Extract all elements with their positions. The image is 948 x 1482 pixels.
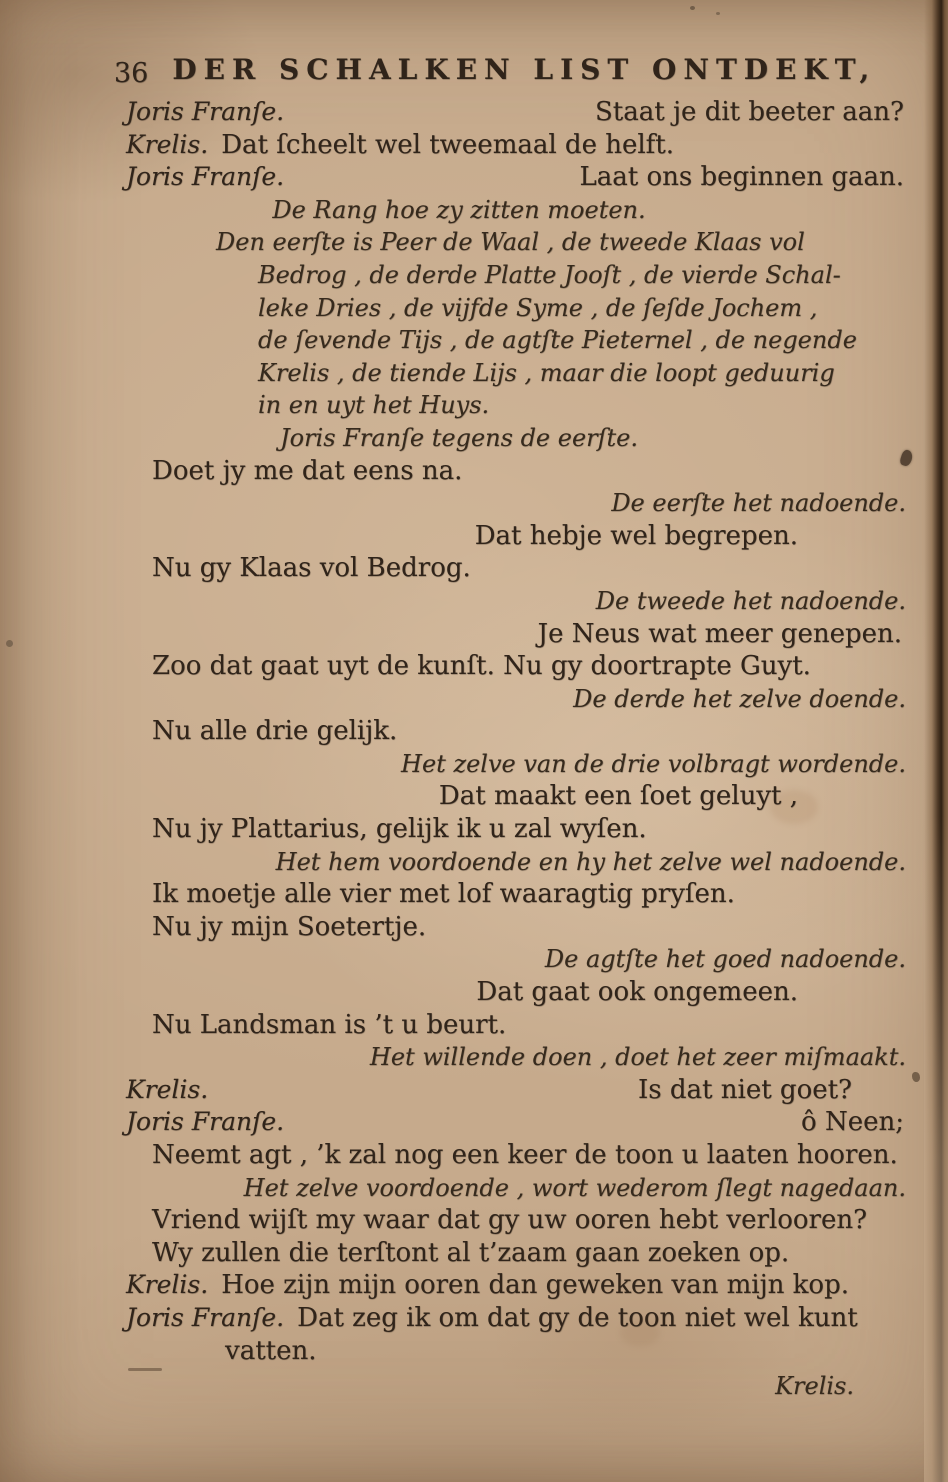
reply-text: Dat maakt een ſoet geluyt , bbox=[438, 781, 798, 812]
dialogue-line bbox=[0, 161, 948, 194]
dialogue-line bbox=[0, 552, 948, 585]
dialogue-line bbox=[0, 129, 948, 162]
dialogue-line bbox=[0, 1139, 948, 1172]
stage-direction bbox=[0, 226, 948, 259]
stage-direction-text: de ſevende Tijs , de agtſte Pieternel , de negende bbox=[258, 326, 857, 355]
dialogue-text: vatten. bbox=[225, 1335, 317, 1366]
dialogue-text: Neemt agt , ’k zal nog een keer de toon u laaten hooren. bbox=[152, 1140, 898, 1170]
page-content bbox=[0, 48, 948, 1403]
speaker-name: Joris Franſe. bbox=[126, 1107, 285, 1137]
stage-direction-text: De eerſte het nadoende. bbox=[611, 489, 906, 518]
dialogue-text: Doet jy me dat eens na. bbox=[152, 455, 463, 486]
dialogue-text: Dat ſcheelt wel tweemaal de helft. bbox=[221, 129, 675, 160]
dialogue-line bbox=[0, 878, 948, 911]
speaker-name: Joris Franſe. bbox=[126, 1302, 285, 1332]
speaker-name: Joris Franſe. bbox=[126, 162, 285, 192]
dialogue-line bbox=[0, 1106, 948, 1139]
dialogue-line bbox=[0, 1269, 948, 1302]
dialogue-text: Nu Landsman is ’t u beurt. bbox=[152, 1009, 507, 1040]
dialogue-text: Ik moetje alle vier met lof waaragtig pryſen. bbox=[152, 879, 735, 910]
dialogue-line bbox=[0, 1237, 948, 1270]
dialogue-line bbox=[0, 813, 948, 846]
dialogue-text: Nu gy Klaas vol Bedrog. bbox=[152, 553, 471, 584]
stage-direction-text: De agtſte het goed nadoende. bbox=[544, 945, 906, 974]
dialogue-line bbox=[0, 1074, 948, 1107]
dialogue-line bbox=[0, 1335, 948, 1368]
page-header bbox=[0, 48, 948, 96]
dialogue-line bbox=[0, 911, 948, 944]
stage-direction bbox=[0, 194, 948, 227]
reply-text: Dat gaat ook ongemeen. bbox=[476, 977, 798, 1008]
stage-direction bbox=[0, 292, 948, 325]
stage-direction bbox=[0, 1172, 948, 1205]
dialogue-text: Dat zeg ik om dat gy de toon niet wel kunt bbox=[297, 1302, 858, 1333]
dialogue-line bbox=[0, 715, 948, 748]
dialogue-line bbox=[0, 455, 948, 488]
stage-direction-text: leke Dries , de vijfde Syme , de ſeſde Jochem , bbox=[258, 293, 818, 322]
dialogue-line bbox=[0, 1204, 948, 1237]
stage-direction bbox=[0, 585, 948, 618]
dialogue-line bbox=[0, 780, 948, 813]
reply-text: Laat ons beginnen gaan. bbox=[579, 162, 904, 193]
stage-direction-text: Krelis. bbox=[775, 1372, 854, 1401]
reply-text: Is dat niet goet? bbox=[638, 1074, 852, 1105]
dialogue-line bbox=[0, 1302, 948, 1335]
stage-direction bbox=[0, 389, 948, 422]
dialogue-line bbox=[0, 1009, 948, 1042]
dialogue-text: Hoe zijn mijn ooren dan geweken van mijn kop. bbox=[221, 1270, 849, 1301]
ink-speck bbox=[690, 6, 695, 10]
stage-direction bbox=[0, 357, 948, 390]
text-block bbox=[0, 96, 948, 1403]
dialogue-line bbox=[0, 650, 948, 683]
stage-direction-text: Joris Franſe tegens de eerſte. bbox=[279, 423, 639, 452]
stage-direction bbox=[0, 846, 948, 879]
stage-direction-text: De derde het zelve doende. bbox=[573, 684, 906, 713]
stage-direction-text: Den eerſte is Peer de Waal , de tweede Klaas vol bbox=[216, 228, 805, 257]
stage-direction-text: Het zelve van de drie volbragt wordende. bbox=[401, 749, 906, 778]
reply-text: ô Neen; bbox=[801, 1107, 904, 1138]
dialogue-text: Vriend wijſt my waar dat gy uw ooren hebt verlooren? bbox=[152, 1205, 868, 1236]
dialogue-text: Nu alle drie gelijk. bbox=[152, 716, 398, 747]
speaker-name: Joris Franſe. bbox=[126, 97, 285, 126]
dialogue-line bbox=[0, 520, 948, 553]
stage-direction-text: De tweede het nadoende. bbox=[595, 586, 906, 615]
stage-direction-text: De Rang hoe zy zitten moeten. bbox=[272, 195, 646, 224]
stage-direction bbox=[0, 422, 948, 455]
stage-direction-text: Het willende doen , doet het zeer miſmaakt. bbox=[369, 1043, 906, 1072]
stage-direction bbox=[0, 1041, 948, 1074]
running-title: DER SCHALKEN LIST ONTDEKT, bbox=[172, 53, 877, 86]
stage-direction bbox=[0, 324, 948, 357]
stage-direction bbox=[0, 259, 948, 292]
dialogue-text: Nu jy Plattarius, gelijk ik u zal wyſen. bbox=[152, 814, 647, 845]
stage-direction-text: Krelis , de tiende Lijs , maar die loopt geduurig bbox=[258, 358, 835, 387]
stage-direction-text: in en uyt het Huys. bbox=[258, 391, 490, 420]
speaker-name: Krelis. bbox=[126, 129, 209, 159]
speaker-name: Krelis. bbox=[126, 1074, 209, 1104]
ink-speck bbox=[716, 12, 720, 15]
dialogue-text: Wy zullen die terſtont al t’zaam gaan zoeken op. bbox=[152, 1237, 790, 1268]
stage-direction bbox=[0, 943, 948, 976]
stage-direction bbox=[0, 487, 948, 520]
dialogue-line bbox=[0, 976, 948, 1009]
stage-direction-text: Het zelve voordoende , wort wederom ſlegt nagedaan. bbox=[243, 1173, 906, 1202]
dialogue-line bbox=[0, 96, 948, 129]
catchword bbox=[0, 1370, 948, 1403]
dialogue-text: Nu jy mijn Soetertje. bbox=[152, 911, 427, 942]
reply-text: Dat hebje wel begrepen. bbox=[474, 520, 798, 551]
stage-direction-text: Bedrog , de derde Platte Jooſt , de vierde Schal- bbox=[258, 260, 841, 289]
dialogue-line bbox=[0, 618, 948, 651]
reply-text: Staat je dit beeter aan? bbox=[595, 97, 904, 127]
stage-direction bbox=[0, 683, 948, 716]
reply-text: Je Neus wat meer genepen. bbox=[537, 618, 902, 649]
page-number: 36 bbox=[114, 58, 149, 89]
speaker-name: Krelis. bbox=[126, 1270, 209, 1300]
dialogue-text: Zoo dat gaat uyt de kunſt. Nu gy doortrapte Guyt. bbox=[152, 651, 811, 682]
stage-direction bbox=[0, 748, 948, 781]
stage-direction-text: Het hem voordoende en hy het zelve wel nadoende. bbox=[275, 847, 906, 876]
